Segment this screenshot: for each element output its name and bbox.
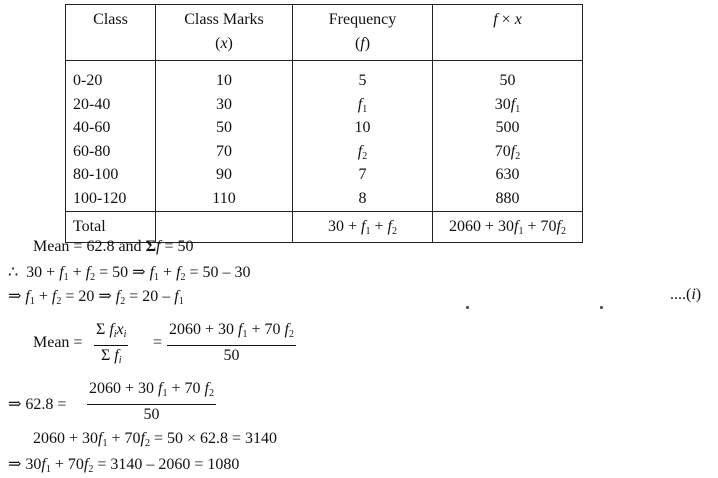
solution-line-7: ⇒ $30f_1 + 70f_2 = 3140 - 2060 = 1080$ xyxy=(8,456,240,475)
header-class: Class xyxy=(66,5,156,61)
header-fx: f × x xyxy=(433,5,583,61)
table-cell: 110 xyxy=(212,189,236,207)
scan-speck xyxy=(466,306,469,309)
table-cell: 10 xyxy=(354,119,371,136)
table-body-row xyxy=(66,61,583,212)
class-marks-column xyxy=(156,61,293,212)
header-frequency: Frequency (f) xyxy=(293,5,433,61)
table-cell: 7 xyxy=(358,166,367,183)
mean-fraction: 2060 + 30 $f_1 + 70$ $f_2$ 50 xyxy=(169,321,294,364)
table-cell: 50 xyxy=(499,72,516,89)
total-fx: $2060 + 30f_1 + 70f_2$ xyxy=(433,212,583,243)
frequency-column xyxy=(293,61,433,212)
fx-column xyxy=(433,61,583,212)
table-cell: 40-60 xyxy=(73,119,111,136)
frequency-table xyxy=(65,4,583,243)
table-header-row xyxy=(66,5,583,61)
table-cell: 10 xyxy=(216,72,232,89)
solution-line-6: $2060 + 30f_1 + 70f_2 = 50 \times 62.8 = 3140$ xyxy=(33,430,278,449)
class-column xyxy=(66,61,156,212)
mean-label: Mean = xyxy=(33,334,83,351)
solution-line-2: ∴ $30 + f_1 + f_2 = 50$ ⇒ $f_1 + f_2 = 50 - 30$ xyxy=(8,264,251,283)
table-cell: 8 xyxy=(358,189,367,207)
scan-speck xyxy=(600,306,603,309)
solution-line-3: ⇒ $f_1 + f_2 = 20$ ⇒ $f_2 = 20 - f_1$ xyxy=(8,288,184,307)
table-cell: 60-80 xyxy=(73,142,111,160)
sum-fraction: Σ $f_ix_i$ Σ $f_i$ xyxy=(96,321,127,366)
table-cell: $f_2$ xyxy=(357,142,368,162)
table-cell: $f_1$ xyxy=(357,95,368,115)
table-cell: 500 xyxy=(495,119,520,136)
table-cell: 0-20 xyxy=(73,72,103,89)
table-cell: $30f_1$ xyxy=(494,95,521,115)
table-cell: 100-120 xyxy=(73,189,127,207)
table-cell: 5 xyxy=(358,72,367,89)
table-cell: 20-40 xyxy=(73,95,111,113)
table-cell: $70f_2$ xyxy=(494,142,521,162)
table-cell: 80-100 xyxy=(73,166,119,183)
solution-line-1: Mean = 62.8 and Σf = 50 xyxy=(33,238,194,255)
total-frequency: $30 + f_1 + f_2$ xyxy=(293,212,433,243)
table-cell: 630 xyxy=(495,166,520,183)
table-cell: 70 xyxy=(216,142,232,160)
mean-value-fraction: 2060 + 30 $f_1 + 70$ $f_2$ 50 xyxy=(89,380,214,423)
table-cell: 30 xyxy=(216,95,232,113)
equation-reference: ....(i) xyxy=(670,286,702,303)
table-cell: 50 xyxy=(216,119,232,136)
header-class-marks: Class Marks (x) xyxy=(156,5,293,61)
total-label: Total xyxy=(66,212,156,243)
table-cell: 880 xyxy=(495,189,520,207)
mean-value-label: ⇒ 62.8 = xyxy=(8,396,67,413)
table-cell: 90 xyxy=(216,166,232,183)
